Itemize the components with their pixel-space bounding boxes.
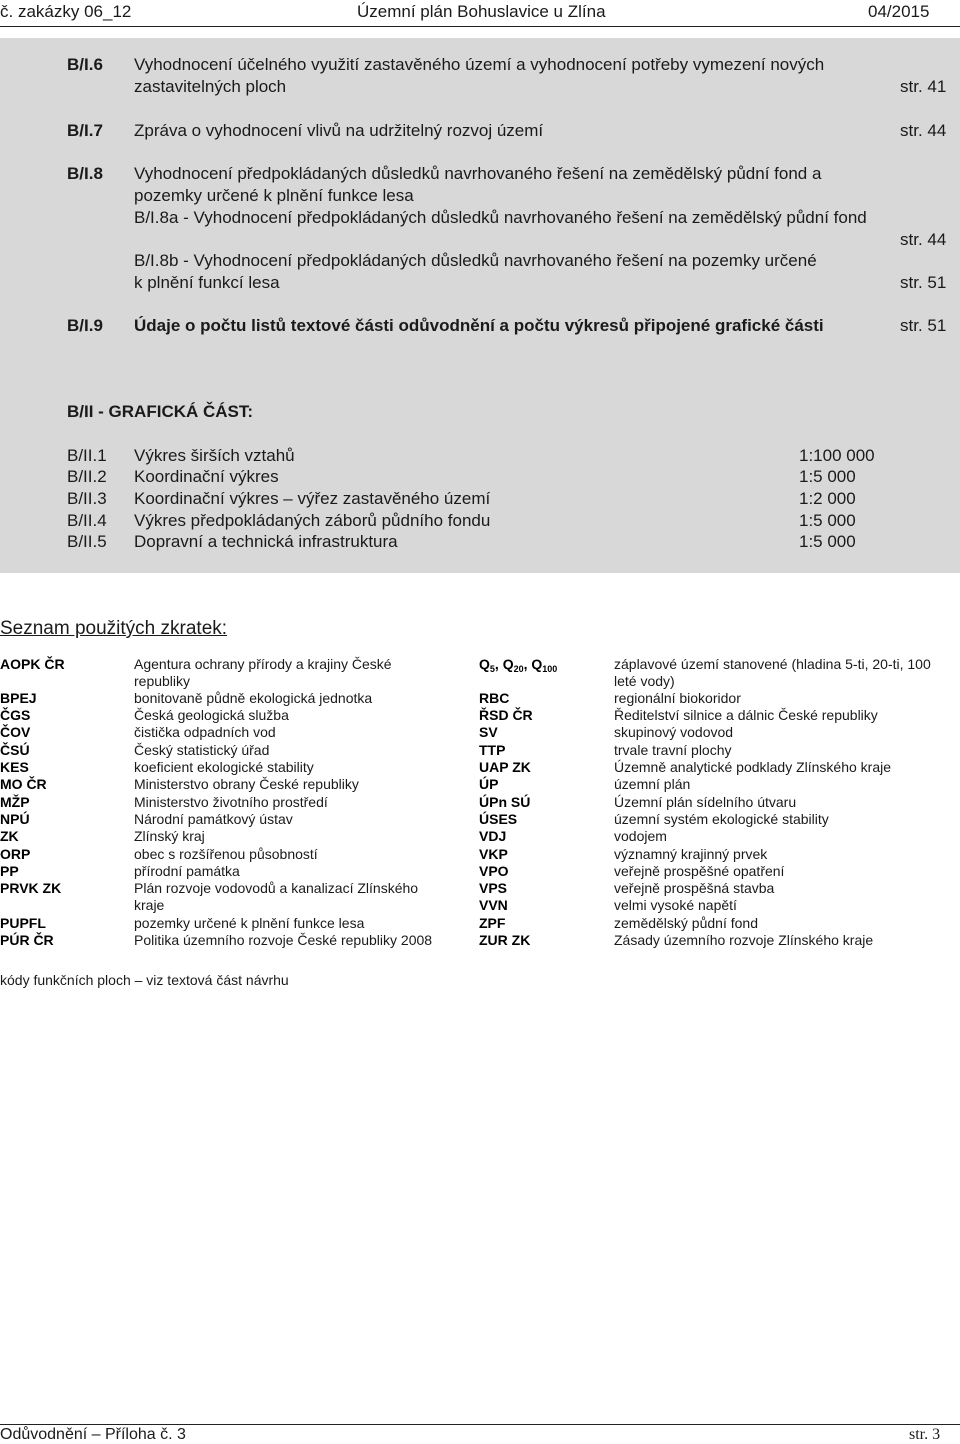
toc-page-b9: str. 51 — [900, 316, 947, 335]
drawing-scale: 1:2 000 — [799, 489, 856, 508]
abbr-key: AOPK ČR — [0, 656, 65, 672]
abbr-value: přírodní památka — [134, 863, 240, 879]
abbr-value-cont: kraje — [134, 897, 165, 913]
abbr-key: ČSÚ — [0, 742, 30, 758]
abbr-key: MŽP — [0, 794, 30, 810]
q-symbol: Q — [531, 656, 543, 672]
abbr-value: trvale travní plochy — [614, 742, 732, 758]
q-sub-5: 5 — [489, 664, 495, 674]
abbr-key: ORP — [0, 846, 31, 862]
abbr-value: Politika územního rozvoje České republiky 2008 — [134, 932, 433, 948]
abbr-value: Ministerstvo životního prostředí — [134, 794, 328, 810]
footer-divider — [0, 1424, 960, 1425]
abbr-value: veřejně prospěšné opatření — [614, 863, 785, 879]
toc-page-b6: str. 41 — [900, 77, 947, 96]
abbr-value: územní systém ekologické stability — [614, 811, 829, 827]
toc-page-b8a: str. 44 — [900, 230, 947, 249]
abbr-key: ČGS — [0, 707, 31, 723]
footer-page-number: str. 3 — [909, 1426, 941, 1443]
drawing-scale: 1:5 000 — [799, 467, 856, 486]
abbr-value-cont: leté vody) — [614, 673, 675, 689]
drawing-scale: 1:5 000 — [799, 511, 856, 530]
toc-page-b8b: str. 51 — [900, 273, 947, 292]
abbr-value: čistička odpadních vod — [134, 724, 276, 740]
abbr-key: ÚP — [479, 776, 499, 792]
abbr-key: ÚSES — [479, 811, 518, 827]
header-project-number: č. zakázky 06_12 — [0, 2, 132, 21]
header-divider — [0, 26, 960, 27]
toc-text-b8b: B/I.8b - Vyhodnocení předpokládaných důsledků navrhovaného řešení na pozemky určené — [134, 251, 817, 270]
abbr-value: bonitovaně půdně ekologická jednotka — [134, 690, 373, 706]
abbr-key: ČOV — [0, 724, 31, 740]
abbr-key: KES — [0, 759, 29, 775]
abbr-key: VPS — [479, 880, 508, 896]
q-sub-100: 100 — [542, 664, 558, 674]
toc-text-b8-cont: pozemky určené k plnění funkce lesa — [134, 186, 414, 205]
toc-text-b6-cont: zastavitelných ploch — [134, 77, 287, 96]
toc-page-b7: str. 44 — [900, 121, 947, 140]
abbr-key: VPO — [479, 863, 509, 879]
abbr-key: UAP ZK — [479, 759, 531, 775]
abbr-value: pozemky určené k plnění funkce lesa — [134, 915, 365, 931]
abbr-value: významný krajinný prvek — [614, 846, 768, 862]
abbr-key: ZUR ZK — [479, 932, 531, 948]
q-symbol: Q — [479, 656, 490, 672]
header-title: Územní plán Bohuslavice u Zlína — [357, 2, 606, 21]
abbr-value: Agentura ochrany přírody a krajiny České — [134, 656, 392, 672]
drawing-num: B/II.4 — [67, 511, 107, 530]
abbr-key: RBC — [479, 690, 510, 706]
abbr-value: Zásady územního rozvoje Zlínského kraje — [614, 932, 874, 948]
abbr-value: Plán rozvoje vodovodů a kanalizací Zlínského — [134, 880, 419, 896]
abbr-value-cont: republiky — [134, 673, 191, 689]
abbr-key: VDJ — [479, 828, 507, 844]
abbr-key: PÚR ČR — [0, 932, 54, 948]
abbr-value: územní plán — [614, 776, 691, 792]
drawing-name: Výkres předpokládaných záborů půdního fondu — [134, 511, 491, 530]
abbr-key: PUPFL — [0, 915, 46, 931]
functional-codes-note: kódy funkčních ploch – viz textová část návrhu — [0, 972, 289, 988]
abbr-value: skupinový vodovod — [614, 724, 734, 740]
drawing-name: Koordinační výkres — [134, 467, 279, 486]
drawing-num: B/II.2 — [67, 467, 107, 486]
abbr-value: koeficient ekologické stability — [134, 759, 314, 775]
drawing-name: Dopravní a technická infrastruktura — [134, 532, 398, 551]
footer-left: Odůvodnění – Příloha č. 3 — [0, 1426, 186, 1443]
toc-num-b8: B/I.8 — [67, 164, 103, 183]
abbr-value: zemědělský půdní fond — [614, 915, 758, 931]
abbr-value: velmi vysoké napětí — [614, 897, 737, 913]
abbr-value: Česká geologická služba — [134, 707, 289, 723]
abbr-value: Územní plán sídelního útvaru — [614, 794, 797, 810]
abbr-key: ZK — [0, 828, 19, 844]
toc-text-b7: Zpráva o vyhodnocení vlivů na udržitelný rozvoj území — [134, 121, 544, 140]
abbr-key: TTP — [479, 742, 506, 758]
toc-num-b9: B/I.9 — [67, 316, 103, 335]
abbr-value: Ministerstvo obrany České republiky — [134, 776, 359, 792]
abbr-key: ÚPn SÚ — [479, 794, 531, 810]
graphic-part-heading: B/II - GRAFICKÁ ČÁST: — [67, 402, 254, 421]
abbr-key: NPÚ — [0, 811, 30, 827]
header-date: 04/2015 — [868, 2, 930, 21]
abbr-value: Ředitelství silnice a dálnic České republiky — [614, 707, 878, 723]
drawing-name: Koordinační výkres – výřez zastavěného území — [134, 489, 491, 508]
toc-text-b9: Údaje o počtu listů textové části odůvodnění a počtu výkresů připojené grafické části — [134, 316, 824, 335]
toc-num-b7: B/I.7 — [67, 121, 103, 140]
abbr-key: MO ČR — [0, 776, 47, 792]
abbr-value: regionální biokoridor — [614, 690, 741, 706]
q-sub-20: 20 — [513, 664, 524, 674]
toc-text-b8a: B/I.8a - Vyhodnocení předpokládaných důsledků navrhovaného řešení na zemědělský půdní fond — [134, 208, 867, 227]
drawing-num: B/II.3 — [67, 489, 107, 508]
abbr-value: Územně analytické podklady Zlínského kraje — [614, 759, 892, 775]
toc-num-b6: B/I.6 — [67, 55, 103, 74]
abbr-key: BPEJ — [0, 690, 37, 706]
abbr-value: záplavové území stanovené (hladina 5-ti, 20-ti, 100 — [614, 656, 931, 672]
abbr-value: veřejně prospěšná stavba — [614, 880, 775, 896]
abbr-key: ZPF — [479, 915, 506, 931]
drawing-num: B/II.5 — [67, 532, 107, 551]
toc-text-b8b-cont: k plnění funkcí lesa — [134, 273, 280, 292]
drawing-scale: 1:5 000 — [799, 532, 856, 551]
toc-text-b8: Vyhodnocení předpokládaných důsledků navrhovaného řešení na zemědělský půdní fond a — [134, 164, 822, 183]
drawing-num: B/II.1 — [67, 446, 107, 465]
abbr-key-q: $Q_5$, $Q_{20}$, $Q_{100}$ — [479, 656, 558, 674]
abbr-value: Zlínský kraj — [134, 828, 205, 844]
abbr-value: obec s rozšířenou působností — [134, 846, 318, 862]
q-symbol: Q — [502, 656, 514, 672]
abbr-value: Národní památkový ústav — [134, 811, 293, 827]
toc-text-b6: Vyhodnocení účelného využití zastavěného území a vyhodnocení potřeby vymezení nových — [134, 55, 825, 74]
abbr-key: VVN — [479, 897, 508, 913]
abbr-key: ŘSD ČR — [479, 707, 533, 723]
abbr-key: PP — [0, 863, 19, 879]
abbr-key: VKP — [479, 846, 508, 862]
drawing-name: Výkres širších vztahů — [134, 446, 295, 465]
abbr-value: Český statistický úřad — [134, 742, 270, 758]
abbreviations-title: Seznam použitých zkratek: — [0, 618, 228, 639]
abbr-key: PRVK ZK — [0, 880, 62, 896]
abbr-key: SV — [479, 724, 498, 740]
abbr-value: vodojem — [614, 828, 667, 844]
drawing-scale: 1:100 000 — [799, 446, 875, 465]
